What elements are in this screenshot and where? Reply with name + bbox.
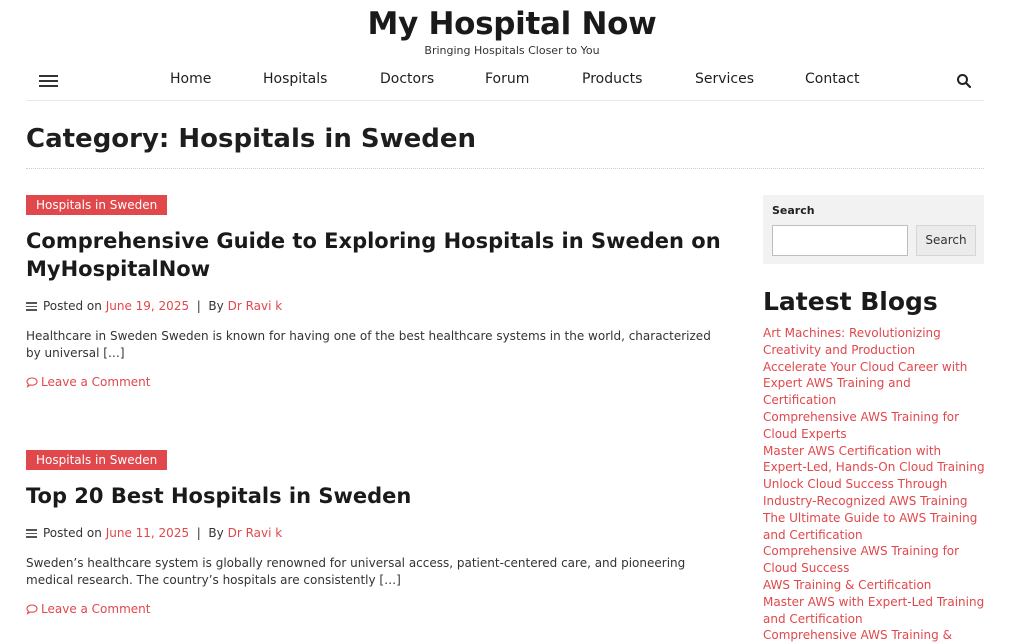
- site-tagline: Bringing Hospitals Closer to You: [424, 44, 600, 57]
- latest-blog-link[interactable]: Accelerate Your Cloud Career with Expert AWS Training and Certification: [763, 359, 968, 408]
- latest-blog-link[interactable]: Master AWS Certification with Expert-Led, Hands-On Cloud Training: [763, 443, 985, 475]
- sidebar-search-input[interactable]: [772, 225, 908, 256]
- comment-bubble-icon: [26, 377, 38, 388]
- latest-blogs-list: [763, 325, 987, 644]
- search-widget-label: Search: [772, 204, 815, 217]
- posted-on-label: Posted on: [43, 526, 102, 540]
- post-excerpt: Healthcare in Sweden Sweden is known for having one of the best healthcare systems in the world, characterized by universal […]: [26, 329, 711, 360]
- meta-separator: |: [192, 526, 205, 540]
- by-label: By: [208, 299, 224, 313]
- leave-comment-label[interactable]: Leave a Comment: [41, 375, 151, 389]
- nav-item-products[interactable]: Products: [582, 71, 643, 87]
- menu-lines-icon: [26, 302, 37, 311]
- leave-comment-link[interactable]: [26, 375, 150, 389]
- post-author[interactable]: Dr Ravi k: [227, 526, 283, 540]
- leave-comment-link[interactable]: [26, 602, 150, 616]
- latest-blog-link[interactable]: Comprehensive AWS Training for Cloud Success: [763, 544, 960, 576]
- post-title[interactable]: Top 20 Best Hospitals in Sweden: [26, 484, 412, 508]
- sidebar-search-widget: [763, 195, 984, 264]
- latest-blog-link[interactable]: The Ultimate Guide to AWS Training and Certification: [763, 510, 978, 542]
- category-badge[interactable]: Hospitals in Sweden: [26, 450, 167, 470]
- post-meta: [26, 526, 282, 540]
- leave-comment-label[interactable]: Leave a Comment: [41, 602, 151, 616]
- post-author[interactable]: Dr Ravi k: [227, 299, 283, 313]
- hamburger-icon[interactable]: [39, 73, 59, 89]
- nav-item-hospitals[interactable]: Hospitals: [263, 71, 328, 87]
- site-title[interactable]: My Hospital Now: [367, 6, 657, 42]
- meta-separator: |: [192, 299, 205, 313]
- latest-blog-link[interactable]: AWS Training & Certification: [763, 577, 932, 592]
- latest-blog-link[interactable]: Comprehensive AWS Training for Cloud Experts: [763, 409, 960, 441]
- nav-item-services[interactable]: Services: [695, 71, 755, 87]
- nav-item-forum[interactable]: Forum: [485, 71, 530, 87]
- latest-blogs-heading: Latest Blogs: [763, 287, 938, 316]
- post-date[interactable]: June 11, 2025: [105, 526, 190, 540]
- nav-item-contact[interactable]: Contact: [805, 71, 860, 87]
- menu-lines-icon: [26, 529, 37, 538]
- post-excerpt: Sweden’s healthcare system is globally renowned for universal access, patient-centered care, and pioneering medical research. The country’s hospitals are consistently […]: [26, 556, 686, 587]
- latest-blog-link[interactable]: Comprehensive AWS Training &: [763, 628, 952, 643]
- latest-blog-link[interactable]: Art Machines: Revolutionizing Creativity and Production: [763, 326, 941, 357]
- main-navigation: [26, 63, 984, 101]
- nav-item-home[interactable]: Home: [170, 71, 212, 87]
- latest-blog-link[interactable]: Master AWS with Expert-Led Training and Certification: [763, 594, 985, 626]
- nav-item-doctors[interactable]: Doctors: [380, 71, 435, 87]
- latest-blog-link[interactable]: Unlock Cloud Success Through Industry-Recognized AWS Training: [763, 477, 968, 508]
- posted-on-label: Posted on: [43, 299, 102, 313]
- post-meta: [26, 299, 282, 313]
- post-date[interactable]: June 19, 2025: [105, 299, 190, 313]
- search-icon[interactable]: [956, 73, 972, 89]
- sidebar-search-button[interactable]: Search: [916, 225, 976, 256]
- by-label: By: [208, 526, 224, 540]
- title-divider: [26, 168, 984, 169]
- category-badge[interactable]: Hospitals in Sweden: [26, 195, 167, 215]
- page-title: Category: Hospitals in Sweden: [26, 124, 477, 154]
- comment-bubble-icon: [26, 604, 38, 615]
- post-title[interactable]: Comprehensive Guide to Exploring Hospitals in Sweden on MyHospitalNow: [26, 229, 721, 281]
